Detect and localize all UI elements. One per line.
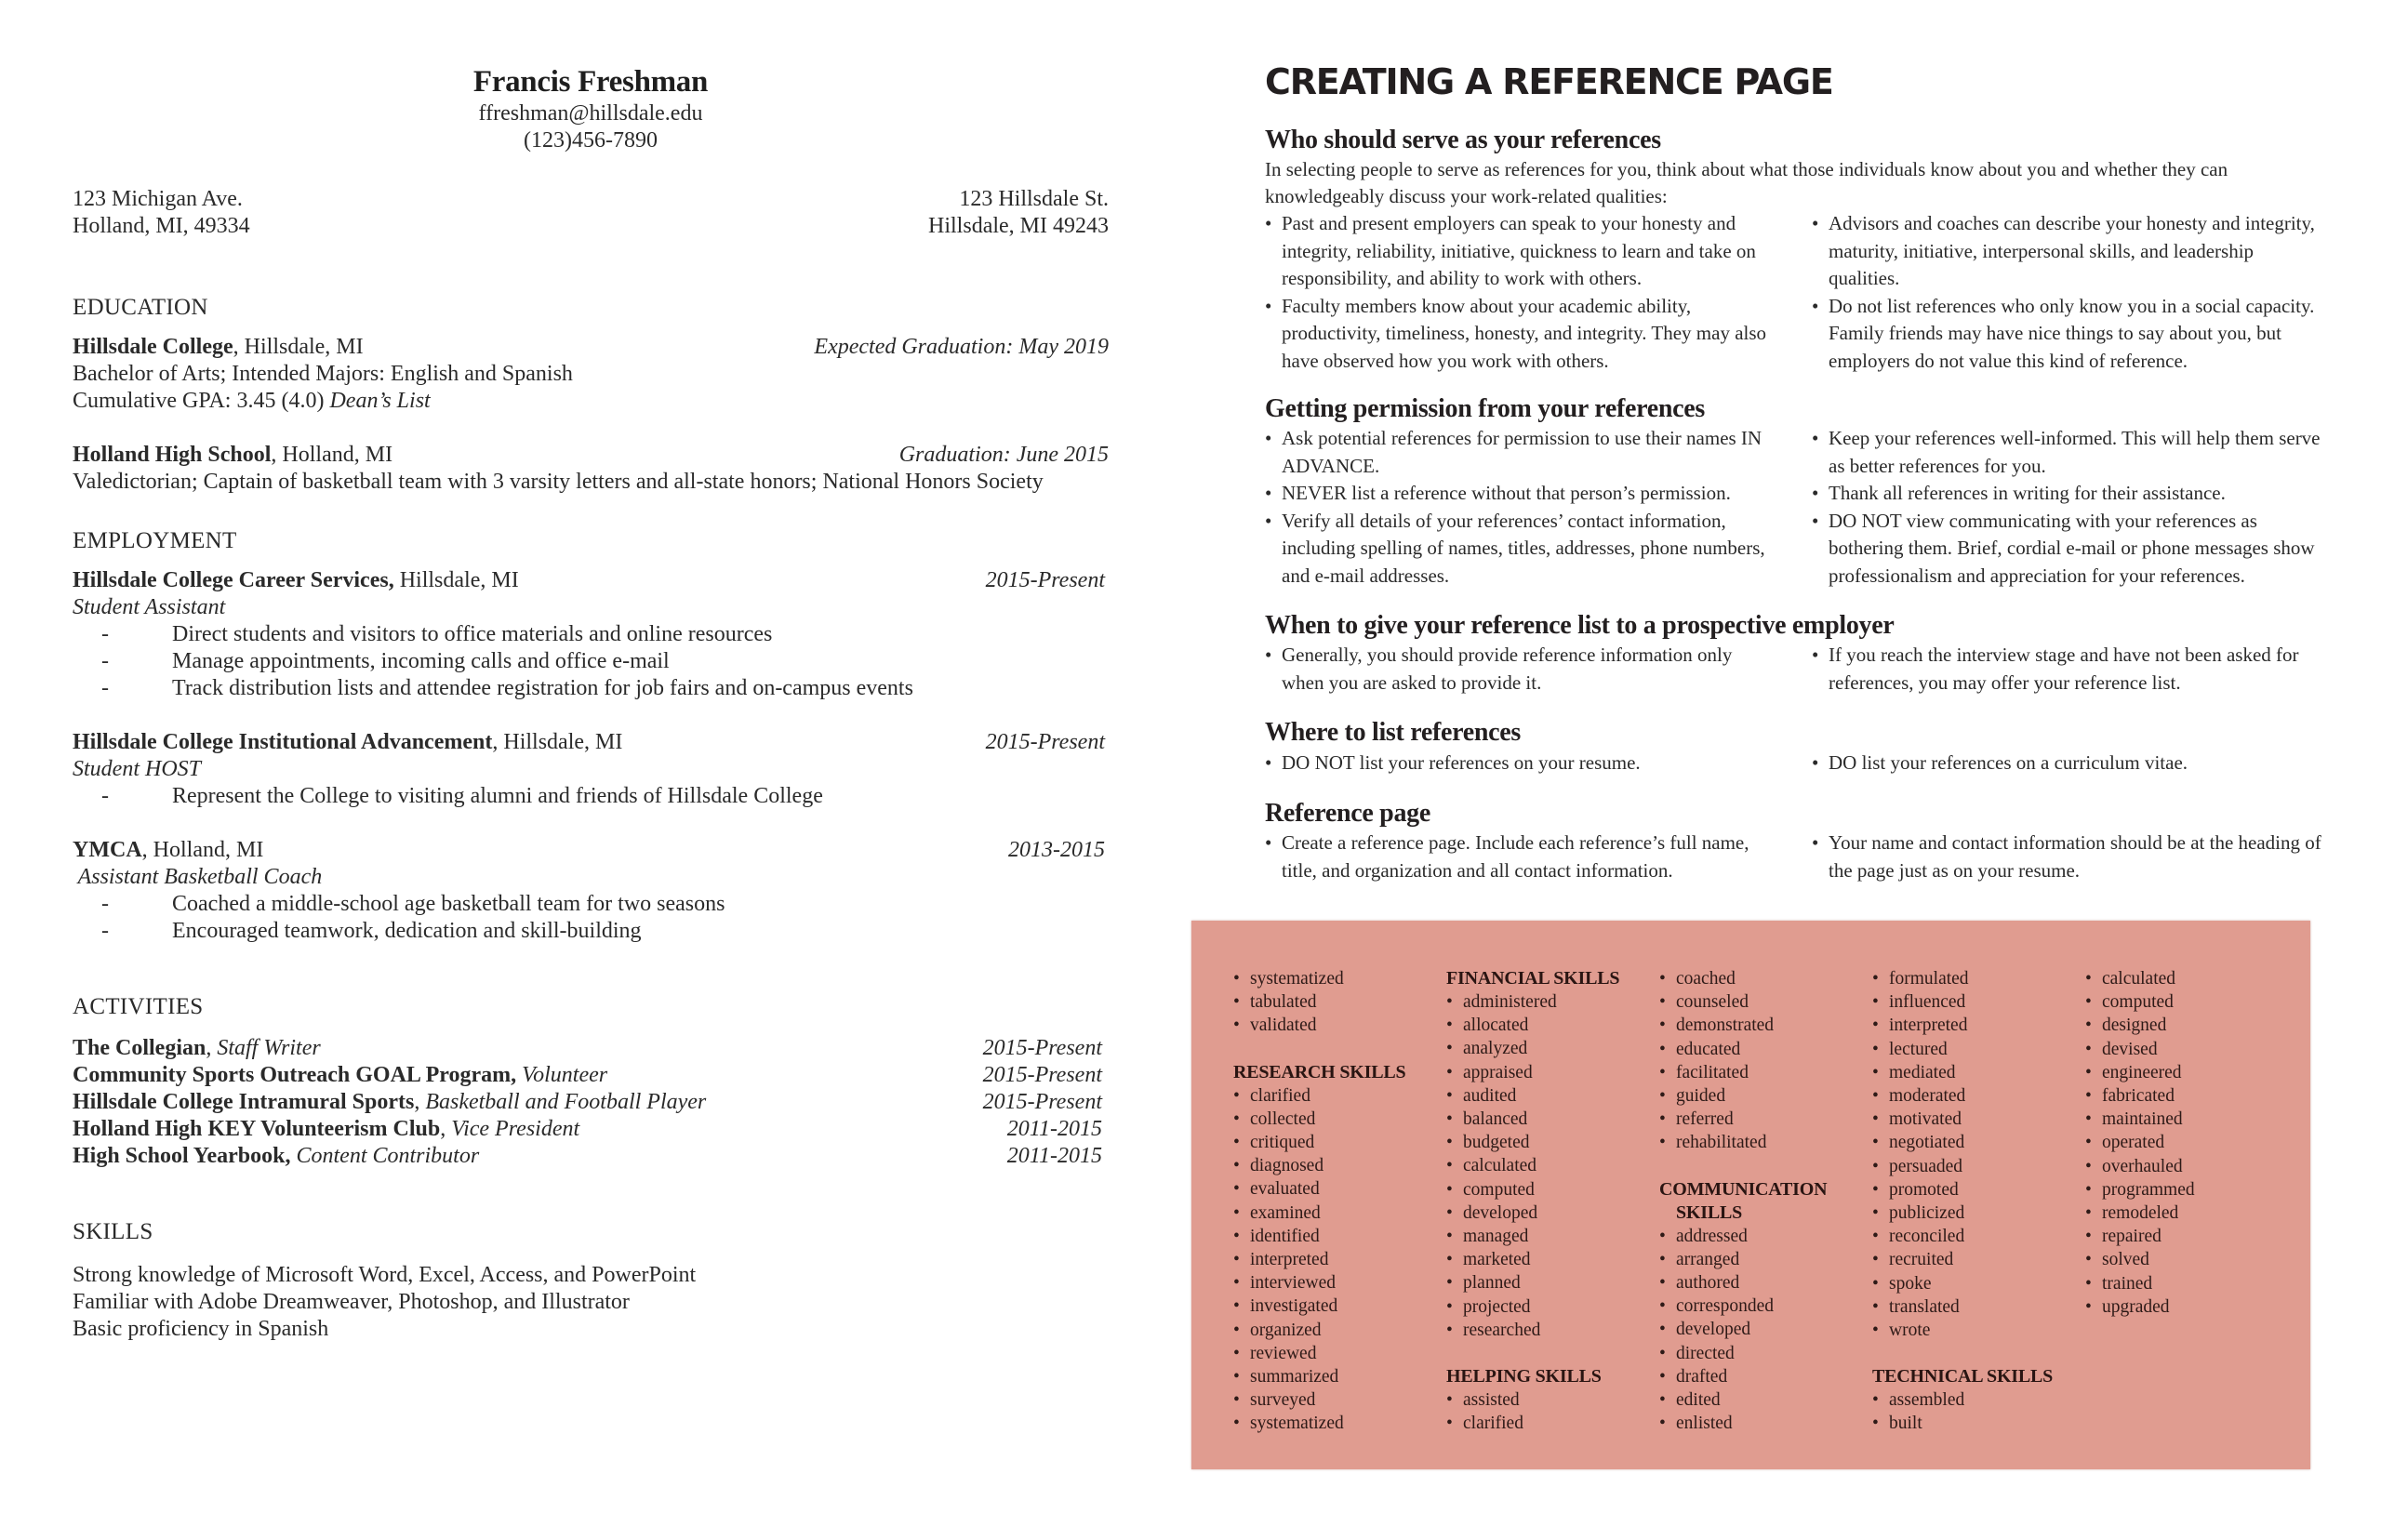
job-entry xyxy=(73,567,1109,702)
activity-dates: 2015-Present xyxy=(982,1090,1102,1114)
skill-item: • critiqued xyxy=(1233,1131,1446,1154)
skill-item: • allocated xyxy=(1446,1014,1659,1037)
skill-item: • budgeted xyxy=(1446,1131,1659,1154)
skill-group xyxy=(1659,1178,1872,1436)
guide-bullet: • Thank all references in writing for their assistance. xyxy=(1812,480,2325,508)
skill-item: • planned xyxy=(1446,1271,1659,1294)
institution-name: Hillsdale College xyxy=(73,335,233,359)
activity-dates: 2011-2015 xyxy=(1006,1144,1102,1168)
skill-item: • computed xyxy=(1446,1178,1659,1201)
skill-item: • corresponded xyxy=(1659,1294,1872,1318)
skill-item: • publicized xyxy=(1872,1201,2085,1225)
honor-badge: Dean’s List xyxy=(329,389,431,413)
institution-name: Holland High School xyxy=(73,443,272,467)
skill-list xyxy=(1872,967,2085,1342)
job-role: Assistant Basketball Coach xyxy=(73,865,323,889)
guide-bullet: • Past and present employers can speak to your honesty and integrity, reliability, initiative, quickness to learn and take on responsibility, and ability to work with others. xyxy=(1265,210,1778,293)
guide-bullet: • Advisors and coaches can describe your honesty and integrity, maturity, initiative, interpersonal skills, and leadership qualities. xyxy=(1812,210,2325,293)
skill-line: Familiar with Adobe Dreamweaver, Photoshop, and Illustrator xyxy=(73,1290,630,1314)
skill-group-heading xyxy=(1233,1061,1446,1084)
guide-bullet: • Do not list references who only know you in a social capacity. Family friends may have nice things to say about you, but employers do not value this kind of reference. xyxy=(1812,293,2325,376)
school-address xyxy=(928,186,1109,240)
skill-item: • edited xyxy=(1659,1388,1872,1412)
job-bullet-text: Direct students and visitors to office materials and online resources xyxy=(172,622,773,646)
skill-group-heading-text: FINANCIAL SKILLS xyxy=(1446,968,1620,989)
skill-group-heading-text: COMMUNICATION xyxy=(1659,1178,1828,1200)
job-bullet xyxy=(73,783,1109,810)
skill-item: • enlisted xyxy=(1659,1412,1872,1435)
skill-list xyxy=(1446,990,1659,1342)
guide-section-when xyxy=(1265,610,2325,697)
skill-item: • mediated xyxy=(1872,1061,2085,1084)
skills-column xyxy=(2085,967,2298,1436)
skill-list xyxy=(1872,1388,2085,1435)
job-role: Student HOST xyxy=(73,757,201,781)
job-bullet xyxy=(73,648,1109,675)
dash-icon: - xyxy=(101,892,109,916)
skill-item: • trained xyxy=(2085,1272,2298,1295)
skill-item: • solved xyxy=(2085,1248,2298,1271)
activity-dates: 2011-2015 xyxy=(1006,1117,1102,1141)
dash-icon: - xyxy=(101,622,109,646)
skill-item: • researched xyxy=(1446,1319,1659,1342)
skill-item: • influenced xyxy=(1872,990,2085,1014)
skill-item: • engineered xyxy=(2085,1061,2298,1084)
skill-item: • summarized xyxy=(1233,1365,1446,1388)
guide-section-heading: Where to list references xyxy=(1265,718,1522,747)
section-title: SKILLS xyxy=(73,1219,153,1244)
skill-group xyxy=(1872,967,2085,1342)
skill-item: • coached xyxy=(1659,967,1872,990)
activity-row xyxy=(73,1035,1109,1062)
employer-name: Hillsdale College Institutional Advancement xyxy=(73,730,493,754)
guide-bullet: • DO list your references on a curriculum vitae. xyxy=(1812,749,2325,777)
school-address-line1: 123 Hillsdale St. xyxy=(959,187,1109,211)
activity-row xyxy=(73,1116,1109,1143)
skill-item: • maintained xyxy=(2085,1108,2298,1131)
job-role: Student Assistant xyxy=(73,595,226,619)
guide-section-where xyxy=(1265,717,2325,777)
skill-item: • managed xyxy=(1446,1225,1659,1248)
education-section xyxy=(73,294,1109,496)
skill-item: • fabricated xyxy=(2085,1084,2298,1108)
guide-bullet: • If you reach the interview stage and have not been asked for references, you may offer your reference list. xyxy=(1812,642,2325,697)
skill-group xyxy=(1872,1365,2085,1435)
skill-item: • drafted xyxy=(1659,1365,1872,1388)
skill-group-heading xyxy=(1659,1178,1872,1225)
job-bullet-text: Manage appointments, incoming calls and office e-mail xyxy=(172,649,670,673)
skill-item: • analyzed xyxy=(1446,1037,1659,1060)
guide-list-right xyxy=(1812,830,2325,884)
resume-email: ffreshman@hillsdale.edu xyxy=(478,101,703,126)
skill-item: • audited xyxy=(1446,1084,1659,1108)
skill-item: • recruited xyxy=(1872,1248,2085,1271)
skill-list xyxy=(2085,967,2298,1319)
skill-item: • operated xyxy=(2085,1131,2298,1154)
activity-role: Basketball and Football Player xyxy=(425,1090,707,1114)
skill-item: • built xyxy=(1872,1412,2085,1435)
graduation-date: Graduation: June 2015 xyxy=(898,443,1109,467)
activity-role: Staff Writer xyxy=(217,1036,321,1060)
employer-location: Hillsdale, MI xyxy=(393,568,519,592)
separator: , xyxy=(440,1117,452,1141)
dash-icon: - xyxy=(101,676,109,700)
activity-org: Holland High KEY Volunteerism Club xyxy=(73,1117,441,1141)
guide-section-permission xyxy=(1265,393,2325,590)
skill-item: • demonstrated xyxy=(1659,1014,1872,1037)
skill-item: • interpreted xyxy=(1872,1014,2085,1037)
resume-phone: (123)456-7890 xyxy=(524,128,658,153)
skill-item: • remodeled xyxy=(2085,1201,2298,1225)
institution-location: , Hillsdale, MI xyxy=(233,335,364,359)
job-dates: 2013-2015 xyxy=(1008,838,1105,862)
job-bullet-text: Represent the College to visiting alumni and friends of Hillsdale College xyxy=(172,784,823,808)
activity-role: Content Contributor xyxy=(296,1144,480,1168)
guide-section-heading: Who should serve as your references xyxy=(1265,126,1661,154)
guide-bullet: • Generally, you should provide reference information only when you are asked to provide it. xyxy=(1265,642,1778,697)
skill-list xyxy=(1446,1388,1659,1435)
skill-item: • devised xyxy=(2085,1038,2298,1061)
skill-item: • examined xyxy=(1233,1201,1446,1225)
guide-bullet: • Your name and contact information should be at the heading of the page just as on your resume. xyxy=(1812,830,2325,884)
skill-item: • appraised xyxy=(1446,1061,1659,1084)
skill-item: • marketed xyxy=(1446,1248,1659,1271)
skill-line: Basic proficiency in Spanish xyxy=(73,1317,329,1341)
skill-group-heading-text: HELPING SKILLS xyxy=(1446,1366,1602,1387)
guide-bullet: • NEVER list a reference without that person’s permission. xyxy=(1265,480,1778,508)
honors-line: Valedictorian; Captain of basketball team with 3 varsity letters and all-state honors; National Honors Society xyxy=(73,470,1044,494)
job-bullet xyxy=(73,891,1109,918)
skill-item: • systematized xyxy=(1233,967,1446,990)
skill-item: • facilitated xyxy=(1659,1061,1872,1084)
skill-item: • projected xyxy=(1446,1295,1659,1319)
guide-list-right xyxy=(1812,642,2325,697)
guide-section-who xyxy=(1265,125,2325,375)
skill-group xyxy=(1446,967,1659,1342)
skill-item: • clarified xyxy=(1446,1412,1659,1435)
skill-item: • promoted xyxy=(1872,1178,2085,1201)
skill-item: • referred xyxy=(1659,1108,1872,1131)
skill-item: • reconciled xyxy=(1872,1225,2085,1248)
skill-item: • clarified xyxy=(1233,1084,1446,1108)
employer-name: YMCA xyxy=(73,838,142,862)
activity-row xyxy=(73,1143,1109,1170)
skill-item: • systematized xyxy=(1233,1412,1446,1435)
skill-item: • calculated xyxy=(1446,1154,1659,1177)
address-row xyxy=(73,186,1109,240)
skill-item: • designed xyxy=(2085,1014,2298,1037)
skill-group xyxy=(1233,1061,1446,1436)
employer-name: Hillsdale College Career Services, xyxy=(73,568,394,592)
resume-page xyxy=(73,63,1109,1343)
section-title: EMPLOYMENT xyxy=(73,528,237,553)
skill-item: • counseled xyxy=(1659,990,1872,1014)
skills-column xyxy=(1446,967,1659,1436)
skill-item: • validated xyxy=(1233,1014,1446,1037)
skill-item: • motivated xyxy=(1872,1108,2085,1131)
guide-list-left xyxy=(1265,642,1778,697)
skill-group xyxy=(1233,967,1446,1038)
employer-location: , Holland, MI xyxy=(141,838,264,862)
skill-list xyxy=(1659,1225,1872,1436)
activity-org: Hillsdale College Intramural Sports xyxy=(73,1090,415,1114)
job-dates: 2015-Present xyxy=(985,568,1105,592)
degree-line: Bachelor of Arts; Intended Majors: English and Spanish xyxy=(73,362,573,386)
skills-section xyxy=(73,1218,1109,1343)
skill-item: • rehabilitated xyxy=(1659,1131,1872,1154)
skill-item: • repaired xyxy=(2085,1225,2298,1248)
skill-item: • spoke xyxy=(1872,1272,2085,1295)
skill-group-heading-text: SKILLS xyxy=(1676,1201,1743,1223)
skill-item: • tabulated xyxy=(1233,990,1446,1014)
activity-org: High School Yearbook, xyxy=(73,1144,291,1168)
activity-dates: 2015-Present xyxy=(982,1036,1102,1060)
employer-location: , Hillsdale, MI xyxy=(492,730,623,754)
institution-location: , Holland, MI xyxy=(271,443,393,467)
skill-group-heading-text: TECHNICAL SKILLS xyxy=(1872,1366,2054,1387)
school-address-line2: Hillsdale, MI 49243 xyxy=(928,214,1109,238)
skill-item: • organized xyxy=(1233,1319,1446,1342)
skill-item: • collected xyxy=(1233,1108,1446,1131)
skill-group-heading xyxy=(1872,1365,2085,1388)
guide-section-reference-page xyxy=(1265,798,2325,884)
activity-row xyxy=(73,1062,1109,1089)
skill-list xyxy=(1659,967,1872,1155)
skill-item: • translated xyxy=(1872,1295,2085,1319)
activity-row xyxy=(73,1089,1109,1116)
guide-section-heading: When to give your reference list to a prospective employer xyxy=(1265,611,1895,640)
guide-bullet: • Faculty members know about your academic ability, productivity, timeliness, honesty, and integrity. They may also have observed how you work with others. xyxy=(1265,293,1778,376)
home-address xyxy=(73,186,250,240)
skill-item: • upgraded xyxy=(2085,1295,2298,1319)
skills-column xyxy=(1659,967,1872,1436)
skill-item: • authored xyxy=(1659,1271,1872,1294)
skill-item: • reviewed xyxy=(1233,1342,1446,1365)
separator: , xyxy=(414,1090,426,1114)
activity-role: Volunteer xyxy=(522,1063,608,1087)
skill-item: • persuaded xyxy=(1872,1155,2085,1178)
skill-item: • educated xyxy=(1659,1038,1872,1061)
skill-item: • surveyed xyxy=(1233,1388,1446,1412)
skill-item: • administered xyxy=(1446,990,1659,1014)
section-title: EDUCATION xyxy=(73,295,208,320)
job-entry xyxy=(73,837,1109,945)
guide-intro: In selecting people to serve as references for you, think about what those individuals know about you and whether they can knowledgeably discuss your work-related qualities: xyxy=(1265,158,2228,207)
resume-name: Francis Freshman xyxy=(472,65,709,99)
skill-list xyxy=(1233,1084,1446,1436)
guide-bullet: • DO NOT list your references on your resume. xyxy=(1265,749,1778,777)
skill-list xyxy=(1233,967,1446,1038)
skill-item: • formulated xyxy=(1872,967,2085,990)
skill-item: • overhauled xyxy=(2085,1155,2298,1178)
education-entry xyxy=(73,334,1109,415)
reference-guide xyxy=(1265,58,2325,884)
guide-list-left xyxy=(1265,830,1778,884)
gpa-line: Cumulative GPA: 3.45 (4.0) xyxy=(73,389,330,413)
action-verbs-grid xyxy=(1233,967,2298,1436)
guide-list-right xyxy=(1812,749,2325,777)
skill-item: • evaluated xyxy=(1233,1177,1446,1201)
guide-bullet: • Verify all details of your references’ contact information, including spelling of names, titles, addresses, phone numbers, and e-mail addresses. xyxy=(1265,508,1778,591)
section-title: ACTIVITIES xyxy=(73,994,204,1019)
dash-icon: - xyxy=(101,919,109,943)
guide-section-heading: Getting permission from your references xyxy=(1265,394,1706,423)
skill-item: • interpreted xyxy=(1233,1248,1446,1271)
guide-list-right xyxy=(1812,425,2325,590)
job-bullet-text: Track distribution lists and attendee registration for job fairs and on-campus events xyxy=(172,676,913,700)
home-address-line2: Holland, MI, 49334 xyxy=(73,214,250,238)
skill-item: • addressed xyxy=(1659,1225,1872,1248)
skill-line: Strong knowledge of Microsoft Word, Excel, Access, and PowerPoint xyxy=(73,1263,697,1287)
job-bullet-text: Encouraged teamwork, dedication and skill-building xyxy=(172,919,642,943)
guide-bullet: • Create a reference page. Include each reference’s full name, title, and organization and all contact information. xyxy=(1265,830,1778,884)
skill-item: • directed xyxy=(1659,1342,1872,1365)
job-dates: 2015-Present xyxy=(985,730,1105,754)
activity-org: Community Sports Outreach GOAL Program, xyxy=(73,1063,517,1087)
skill-item: • wrote xyxy=(1872,1319,2085,1342)
skill-item: • diagnosed xyxy=(1233,1154,1446,1177)
job-bullet xyxy=(73,918,1109,945)
skill-group-heading xyxy=(1446,967,1659,990)
guide-bullet: • Ask potential references for permission to use their names IN ADVANCE. xyxy=(1265,425,1778,480)
guide-list-left xyxy=(1265,210,1778,375)
skill-item: • moderated xyxy=(1872,1084,2085,1108)
skill-group-heading-text: RESEARCH SKILLS xyxy=(1233,1061,1406,1082)
job-bullet-text: Coached a middle-school age basketball team for two seasons xyxy=(172,892,725,916)
job-entry xyxy=(73,729,1109,810)
skill-item: • assisted xyxy=(1446,1388,1659,1412)
skills-column xyxy=(1872,967,2085,1436)
skill-item: • arranged xyxy=(1659,1248,1872,1271)
guide-bullet: • Keep your references well-informed. This will help them serve as better references for you. xyxy=(1812,425,2325,480)
job-bullet xyxy=(73,621,1109,648)
activity-dates: 2015-Present xyxy=(982,1063,1102,1087)
skill-item: • balanced xyxy=(1446,1108,1659,1131)
skills-column xyxy=(1233,967,1446,1436)
skill-item: • investigated xyxy=(1233,1294,1446,1318)
guide-list-left xyxy=(1265,425,1778,590)
activity-org: The Collegian xyxy=(73,1036,206,1060)
dash-icon: - xyxy=(101,649,109,673)
activity-role: Vice President xyxy=(451,1117,580,1141)
employment-section xyxy=(73,527,1109,945)
skill-item: • computed xyxy=(2085,990,2298,1014)
guide-title: CREATING A REFERENCE PAGE xyxy=(1265,61,1833,102)
skill-item: • calculated xyxy=(2085,967,2298,990)
activities-section xyxy=(73,993,1109,1170)
action-verbs-box xyxy=(1191,921,2310,1469)
skill-item: • identified xyxy=(1233,1225,1446,1248)
skill-group xyxy=(2085,967,2298,1319)
skill-item: • negotiated xyxy=(1872,1131,2085,1154)
skill-item: • assembled xyxy=(1872,1388,2085,1412)
skill-item: • programmed xyxy=(2085,1178,2298,1201)
guide-list-right xyxy=(1812,210,2325,375)
guide-section-heading: Reference page xyxy=(1265,799,1430,828)
skill-item: • developed xyxy=(1446,1201,1659,1225)
job-bullet xyxy=(73,675,1109,702)
skill-group xyxy=(1659,967,1872,1155)
skill-item: • interviewed xyxy=(1233,1271,1446,1294)
home-address-line1: 123 Michigan Ave. xyxy=(73,187,243,211)
guide-bullet: • DO NOT view communicating with your references as bothering them. Brief, cordial e-mail or phone messages show professionalism and appreciation for your references. xyxy=(1812,508,2325,591)
skill-item: • developed xyxy=(1659,1318,1872,1341)
skill-item: • lectured xyxy=(1872,1038,2085,1061)
graduation-date: Expected Graduation: May 2019 xyxy=(814,335,1109,359)
skill-item: • guided xyxy=(1659,1084,1872,1108)
skill-group xyxy=(1446,1365,1659,1435)
guide-list-left xyxy=(1265,749,1778,777)
education-entry xyxy=(73,442,1109,496)
separator: , xyxy=(206,1036,218,1060)
skill-group-heading xyxy=(1446,1365,1659,1388)
dash-icon: - xyxy=(101,784,109,808)
